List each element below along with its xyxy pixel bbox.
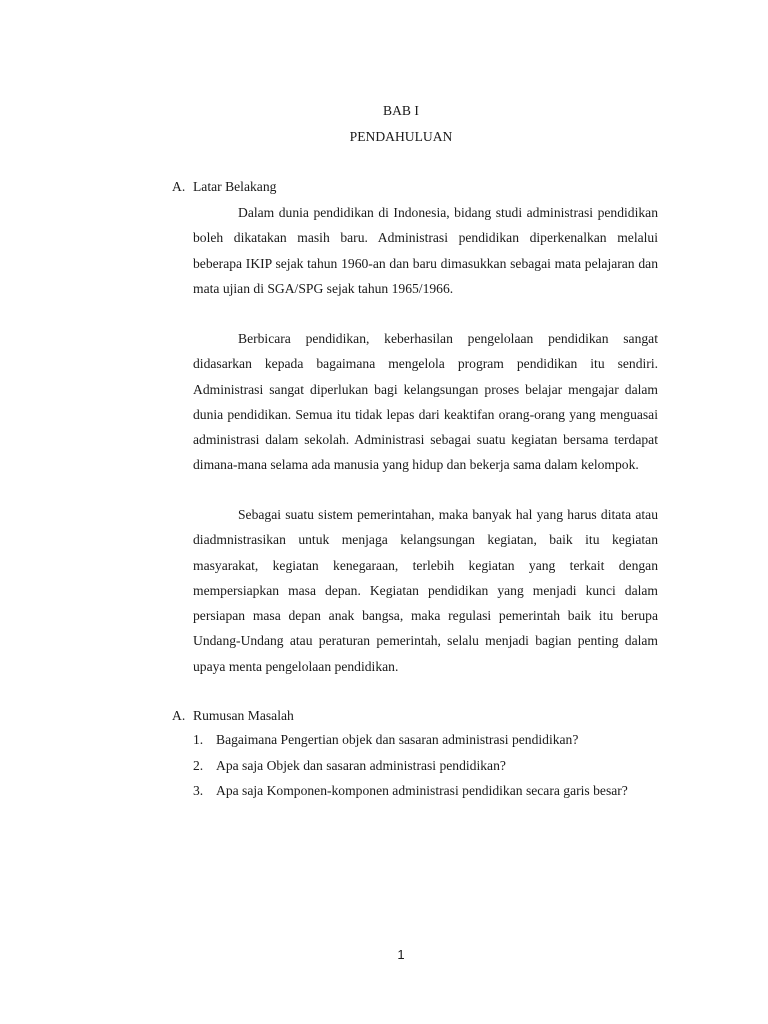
chapter-label: BAB I (383, 103, 419, 118)
list-item-text: Apa saja Objek dan sasaran administrasi pendidikan? (216, 757, 506, 773)
list-item-number: 1. (193, 732, 204, 747)
list-item-text: Apa saja Komponen-komponen administrasi pendidikan secara garis besar? (216, 783, 628, 798)
list-item (193, 728, 658, 753)
list-item (193, 754, 658, 779)
section-letter: A. (172, 708, 186, 723)
section-title: Rumusan Masalah (193, 708, 294, 723)
list-item-number: 2. (193, 757, 204, 773)
paragraph-1: Dalam dunia pendidikan di Indonesia, bidang studi administrasi pendidikan boleh dikatakan masih baru. Administrasi pendidikan diperkenalkan melalui beberapa IKIP sejak tahun 1960-an dan baru dimasukkan sebagai mata pelajaran dan mata ujian di SGA/SPG sejak tahun 1965/1966. (193, 205, 658, 296)
chapter-title: PENDAHULUAN (349, 129, 453, 144)
list-item-text: Bagaimana Pengertian objek dan sasaran administrasi pendidikan? (216, 732, 579, 747)
question-list (193, 728, 658, 805)
section-heading-latar-belakang (172, 179, 276, 195)
section-title: Latar Belakang (193, 179, 277, 194)
section-heading-rumusan-masalah (172, 708, 294, 724)
page-number: 1 (397, 947, 405, 962)
list-item-number: 3. (193, 783, 204, 798)
section-letter: A. (172, 179, 186, 194)
list-item (193, 779, 658, 804)
paragraph-2: Berbicara pendidikan, keberhasilan pengelolaan pendidikan sangat didasarkan kepada bagaimana mengelola program pendidikan itu sendiri. Administrasi sangat diperlukan bagi kelangsungan proses belajar mengajar dalam dunia pendidikan. Semua itu tidak lepas dari keaktifan orang-orang yang menguasai administrasi dalam sekolah. Administrasi sebagai suatu kegiatan bersama terdapat dimana-mana selama ada manusia yang hidup dan bekerja sama dalam kelompok. (193, 331, 658, 473)
paragraph-3: Sebagai suatu sistem pemerintahan, maka banyak hal yang harus ditata atau diadmnistrasikan untuk menjaga kelangsungan kegiatan, baik itu kegiatan masyarakat, kegiatan kenegaraan, terlebih kegiatan yang terkait dengan mempersiapkan masa depan. Kegiatan pendidikan yang menjadi kunci dalam persiapan masa depan anak bangsa, maka regulasi pemerintah baik itu berupa Undang-Undang atau peraturan pemerintah, selalu menjadi bagian penting dalam upaya menta pengelolaan pendidikan. (193, 507, 658, 674)
